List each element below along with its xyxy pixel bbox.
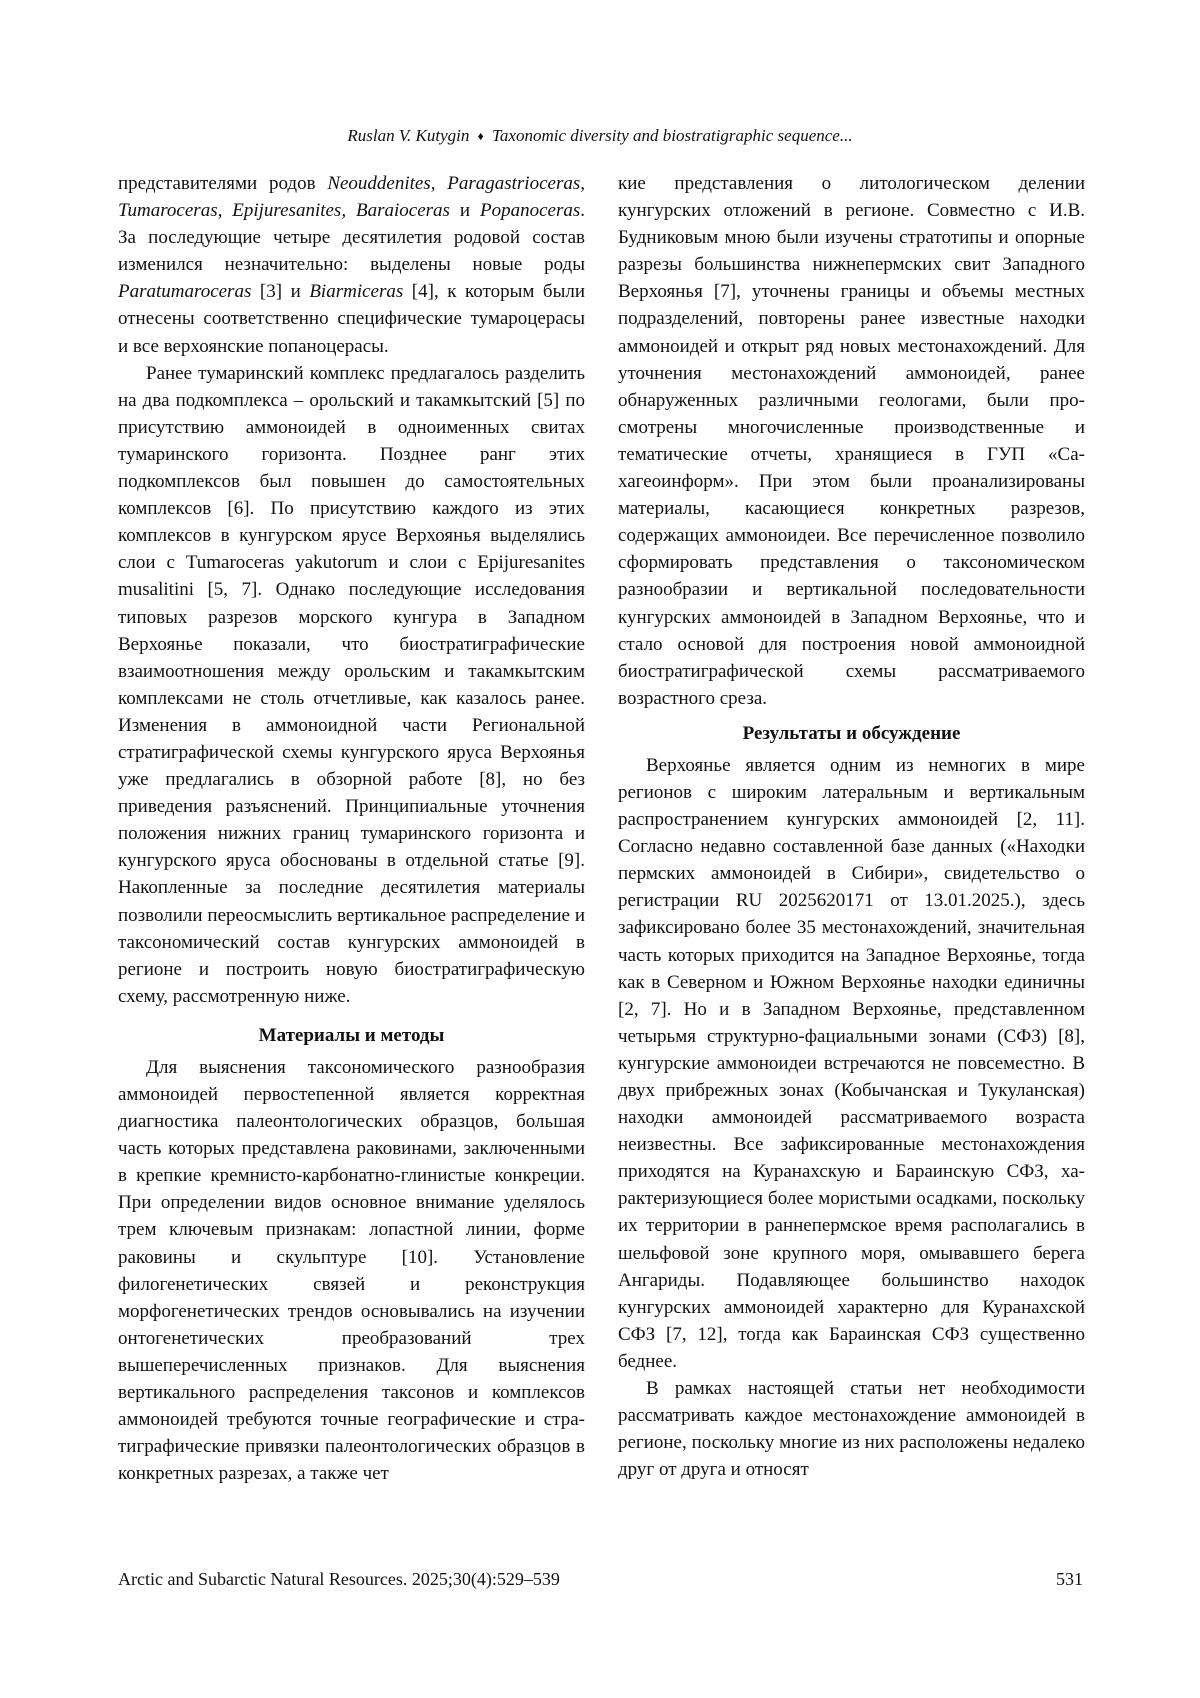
footer-journal: Arctic and Subarctic Natural Resources. 2025;30(4):529–539 [118,1569,560,1589]
text-span: [3] и [251,281,310,303]
heading-results-discussion: Результаты и обсуждение [742,722,961,744]
genus-paratumaroceras: Paratumaroceras [118,281,252,303]
header-short-title: Taxonomic diversity and biostratigraphic sequence... [492,126,853,145]
genera-list: Neouddenites, Paragastrioceras, Tumaroceras, Epijuresanites, Baraioceras [118,173,585,222]
genus-biarmiceras: Biarmiceras [309,281,404,303]
text-span: [4], к которым были отнесены соответственно специфические тумароцерасы и все верхоянские попаноцерасы. [118,281,586,357]
footer-page-number: 531 [1056,1569,1083,1589]
paragraph-genera [118,170,585,360]
heading-materials-methods: Материалы и методы [258,1024,445,1046]
right-column [618,170,1085,1483]
paragraph-scope: В рамках настоящей статьи нет необходимости рассматривать каждое местонахождение аммоноидей в регионе, поскольку многие из них расположены недалеко друг от друга и относят [618,1378,1085,1481]
text-span: и [449,200,480,222]
paragraph-methods: Для выяснения таксономического разнообразия аммоноидей первостепенной является корректная диагностика палеонтологических образцов, большая часть которых представлена раковинами, заключенными в крепкие кремнисто-карбонатно-глинистые конкреции. При определении видов основное внимание уделялось трем ключевым признакам: лопастной линии, форме раковины и скульптуре [10]. Установление филогенетических связей и реконструкция морфогенетических трендов основывались на изучении онтогенетических преобразований трех вышеперечисленных признаков. Для выяснения вертикального распределения таксонов и комплексов аммоноидей требуются точные географические и стратиграфические привязки палеонтологических образцов в конкретных разрезах, а также чет [118,1056,585,1485]
running-head [0,126,1200,146]
left-column [118,170,585,1487]
paragraph-verkhoyanie: Верхоянье является одним из немногих в мире регионов с широким латеральным и вертикальным распространением кунгурских аммоноидей [2, 11]. Согласно недавно составленной базе данных («Находки пермских аммоноидей в Сибири», свидетельство о регистрации RU 2025620171 от 13.01.2025.), здесь зафиксировано более 35 местонахождений, значительная часть которых приходится на Западное Верхоянье, тогда как в Северном и Южном Верхоянье находки единичны [2, 7]. Но и в Западном Верхоянье, представленном четырьмя структурно-фациальными зонами (СФЗ) [8], кунгурские аммоноидеи встречаются не повсеместно. В двух прибрежных зонах (Кобычанская и Тукуланская) находки аммоноидей рассматриваемого возраста неизвестны. Все зафиксированные местонахождения приходятся на Куранахскую и Бараинскую СФЗ, характеризующиеся более мористыми осадками, поскольку их территории в раннепермское время располагались в шельфовой зоне крупного моря, омывавшего берега Ангариды. Подавляющее большинство находок кунгурских аммоноидей характерно для Куранахской СФЗ [7, 12], тогда как Бараинская СФЗ существенно беднее. [618,754,1085,1372]
text-span: представителями родов [118,173,328,194]
text-span: . За последующие четыре десятилетия родовой состав изменился незначительно: выделены новые роды [118,200,585,276]
paragraph-complexes: Ранее тумаринский комплекс предлагалось разделить на два подкомплекса – орольский и такамкытский [5] по присутствию аммоноидей в одноименных свитах тумаринского горизонта. Позднее ранг этих подкомплексов был повышен до самостоятельных комплексов [6]. По присутствию каждого из этих комплексов в кунгурском ярусе Верхоянья выделялись слои с Tumaroceras yakutorum и слои с Epijuresanites musalitini [5, 7]. Однако последующие исследования типовых разрезов морского кунгура в Западном Верхоянье показали, что биостратиграфические взаимоотношения между орольским и такамкытским комплексами не столь отчетливые, как казалось ранее. Изменения в аммоноидной части Региональной стратиграфической схемы кунгурского яруса Верхоянья уже предлагались в обзорной работе [8], но без приведения разъяснений. Принципиальные уточнения положения нижних границ тумаринского горизонта и кунгурского яруса обоснованы в отдельной статье [9]. Накопленные за последние десятилетия материалы позволили переосмыслить вертикальное распределение и таксономический состав кунгурских аммоноидей в регионе и построить новую биостратиграфическую схему, рассмотренную ниже. [118,362,585,1007]
header-author: Ruslan V. Kutygin [347,126,470,145]
header-separator: ♦ [477,129,484,143]
paragraph-lithology: кие представления о литологическом делении кунгурских отложений в регионе. Совместно с И.В. Будниковым мною были изучены стратотипы и опорные разрезы большинства нижнепермских свит Западного Верхоянья [7], уточнены границы и объемы местных подразделений, повторены ранее известные находки аммоноидей и открыт ряд новых местонахождений. Для уточнения местонахождений аммоноидей, ранее обнаруженных различными геологами, были просмотрены многочисленные производственные и тематические отчеты, хранящиеся в ГУП «Сахагеоинформ». При этом были проанализированы материалы, касающиеся конкретных разрезов, содержащих аммоноидеи. Все перечисленное позволило сформировать представления о таксономическом разнообразии и вертикальной последовательности кунгурских аммоноидей в Западном Верхоянье, что и стало основой для построения новой аммоноидной биостратиграфической схемы рассматриваемого возрастного среза. [618,173,1085,709]
genus-popanoceras: Popanoceras [479,200,581,222]
